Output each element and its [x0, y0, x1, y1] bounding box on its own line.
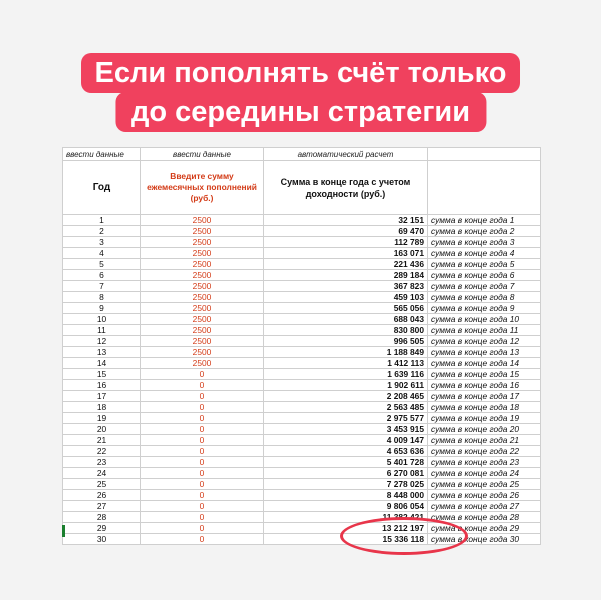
header-empty — [428, 161, 541, 215]
cell-deposit[interactable]: 0 — [141, 391, 264, 402]
cell-deposit[interactable]: 2500 — [141, 270, 264, 281]
cell-year[interactable]: 10 — [63, 314, 141, 325]
cell-year[interactable]: 21 — [63, 435, 141, 446]
table-row — [63, 281, 541, 292]
hint-row — [63, 148, 541, 161]
cell-deposit[interactable]: 2500 — [141, 281, 264, 292]
cell-deposit[interactable]: 2500 — [141, 336, 264, 347]
cell-sum[interactable]: 1 412 113 — [264, 358, 428, 369]
header-year: Год — [63, 161, 141, 215]
cell-year[interactable]: 7 — [63, 281, 141, 292]
cell-year[interactable]: 16 — [63, 380, 141, 391]
table-row — [63, 446, 541, 457]
table-row — [63, 457, 541, 468]
cell-year[interactable]: 12 — [63, 336, 141, 347]
cell-sum[interactable]: 2 563 485 — [264, 402, 428, 413]
cell-deposit[interactable]: 2500 — [141, 226, 264, 237]
cell-sum[interactable]: 4 009 147 — [264, 435, 428, 446]
selected-row-marker — [62, 525, 65, 537]
cell-deposit[interactable]: 0 — [141, 512, 264, 523]
cell-year[interactable]: 3 — [63, 237, 141, 248]
cell-deposit[interactable]: 0 — [141, 457, 264, 468]
cell-sum[interactable]: 2 975 577 — [264, 413, 428, 424]
hint-year: ввести данные — [63, 148, 141, 161]
cell-note[interactable]: сумма в конце года 25 — [428, 479, 541, 490]
cell-year[interactable]: 19 — [63, 413, 141, 424]
cell-note[interactable]: сумма в конце года 5 — [428, 259, 541, 270]
cell-sum[interactable]: 8 448 000 — [264, 490, 428, 501]
cell-sum[interactable]: 221 436 — [264, 259, 428, 270]
cell-note[interactable]: сумма в конце года 2 — [428, 226, 541, 237]
table-row — [63, 303, 541, 314]
table-row — [63, 347, 541, 358]
table-row — [63, 226, 541, 237]
savings-table — [62, 147, 541, 545]
cell-year[interactable]: 24 — [63, 468, 141, 479]
cell-year[interactable]: 1 — [63, 215, 141, 226]
cell-year[interactable]: 2 — [63, 226, 141, 237]
cell-sum[interactable]: 163 071 — [264, 248, 428, 259]
cell-sum[interactable]: 830 800 — [264, 325, 428, 336]
cell-deposit[interactable]: 2500 — [141, 303, 264, 314]
cell-sum[interactable]: 459 103 — [264, 292, 428, 303]
cell-year[interactable]: 18 — [63, 402, 141, 413]
cell-deposit[interactable]: 0 — [141, 413, 264, 424]
cell-year[interactable]: 26 — [63, 490, 141, 501]
cell-sum[interactable]: 1 902 611 — [264, 380, 428, 391]
cell-year[interactable]: 20 — [63, 424, 141, 435]
cell-deposit[interactable]: 0 — [141, 479, 264, 490]
cell-deposit[interactable]: 2500 — [141, 237, 264, 248]
cell-deposit[interactable]: 2500 — [141, 347, 264, 358]
cell-year[interactable]: 14 — [63, 358, 141, 369]
cell-deposit[interactable]: 2500 — [141, 248, 264, 259]
cell-note[interactable]: сумма в конце года 11 — [428, 325, 541, 336]
table-row — [63, 237, 541, 248]
cell-note[interactable]: сумма в конце года 7 — [428, 281, 541, 292]
cell-deposit[interactable]: 0 — [141, 402, 264, 413]
cell-note[interactable]: сумма в конце года 30 — [428, 534, 541, 545]
cell-year[interactable]: 28 — [63, 512, 141, 523]
table-row — [63, 358, 541, 369]
cell-year[interactable]: 27 — [63, 501, 141, 512]
cell-note[interactable]: сумма в конце года 18 — [428, 402, 541, 413]
hint-sum: автоматический расчет — [264, 148, 428, 161]
cell-year[interactable]: 30 — [63, 534, 141, 545]
cell-sum[interactable]: 4 653 636 — [264, 446, 428, 457]
table-row — [63, 292, 541, 303]
table-row — [63, 402, 541, 413]
table-row — [63, 490, 541, 501]
table-row — [63, 534, 541, 545]
banner-title-line-1: Если пополнять счёт только — [81, 53, 521, 93]
cell-deposit[interactable]: 2500 — [141, 325, 264, 336]
cell-sum[interactable]: 565 056 — [264, 303, 428, 314]
table-row — [63, 325, 541, 336]
cell-note[interactable]: сумма в конце года 9 — [428, 303, 541, 314]
cell-year[interactable]: 9 — [63, 303, 141, 314]
cell-sum[interactable]: 367 823 — [264, 281, 428, 292]
table-row — [63, 391, 541, 402]
cell-note[interactable]: сумма в конце года 10 — [428, 314, 541, 325]
cell-deposit[interactable]: 0 — [141, 468, 264, 479]
table-row — [63, 501, 541, 512]
table-row — [63, 512, 541, 523]
cell-sum[interactable]: 11 382 421 — [264, 512, 428, 523]
hint-deposit: ввести данные — [141, 148, 264, 161]
cell-year[interactable]: 29 — [63, 523, 141, 534]
table-row — [63, 248, 541, 259]
cell-year[interactable]: 11 — [63, 325, 141, 336]
hint-empty — [428, 148, 541, 161]
table-row — [63, 424, 541, 435]
table-row — [63, 380, 541, 391]
table-row — [63, 468, 541, 479]
cell-deposit[interactable]: 0 — [141, 424, 264, 435]
cell-deposit[interactable]: 2500 — [141, 292, 264, 303]
table-row — [63, 259, 541, 270]
cell-sum[interactable]: 32 151 — [264, 215, 428, 226]
table-row — [63, 479, 541, 490]
cell-deposit[interactable]: 0 — [141, 490, 264, 501]
cell-year[interactable]: 22 — [63, 446, 141, 457]
highlight-circle — [340, 517, 468, 555]
cell-note[interactable]: сумма в конце года 13 — [428, 347, 541, 358]
cell-sum[interactable]: 2 208 465 — [264, 391, 428, 402]
cell-note[interactable]: сумма в конце года 16 — [428, 380, 541, 391]
table-row — [63, 369, 541, 380]
cell-note[interactable]: сумма в конце года 17 — [428, 391, 541, 402]
cell-note[interactable]: сумма в конце года 6 — [428, 270, 541, 281]
cell-deposit[interactable]: 0 — [141, 380, 264, 391]
cell-sum[interactable]: 112 789 — [264, 237, 428, 248]
cell-sum[interactable]: 688 043 — [264, 314, 428, 325]
table-row — [63, 523, 541, 534]
cell-year[interactable]: 25 — [63, 479, 141, 490]
cell-deposit[interactable]: 2500 — [141, 358, 264, 369]
cell-sum[interactable]: 69 470 — [264, 226, 428, 237]
table-row — [63, 336, 541, 347]
banner-title-line-2: до середины стратегии — [115, 92, 486, 132]
cell-deposit[interactable]: 0 — [141, 523, 264, 534]
cell-note[interactable]: сумма в конце года 28 — [428, 512, 541, 523]
header-deposit: Введите сумму ежемесячных пополнений (руб.) — [141, 161, 264, 215]
cell-note[interactable]: сумма в конце года 29 — [428, 523, 541, 534]
cell-year[interactable]: 8 — [63, 292, 141, 303]
cell-sum[interactable]: 1 188 849 — [264, 347, 428, 358]
cell-deposit[interactable]: 0 — [141, 446, 264, 457]
cell-note[interactable]: сумма в конце года 14 — [428, 358, 541, 369]
table-row — [63, 270, 541, 281]
cell-note[interactable]: сумма в конце года 26 — [428, 490, 541, 501]
cell-note[interactable]: сумма в конце года 3 — [428, 237, 541, 248]
table-row — [63, 413, 541, 424]
cell-sum[interactable]: 6 270 081 — [264, 468, 428, 479]
cell-sum[interactable]: 9 806 054 — [264, 501, 428, 512]
cell-year[interactable]: 6 — [63, 270, 141, 281]
cell-sum[interactable]: 5 401 728 — [264, 457, 428, 468]
cell-deposit[interactable]: 2500 — [141, 215, 264, 226]
cell-note[interactable]: сумма в конце года 8 — [428, 292, 541, 303]
cell-deposit[interactable]: 0 — [141, 435, 264, 446]
cell-sum[interactable]: 3 453 915 — [264, 424, 428, 435]
cell-note[interactable]: сумма в конце года 23 — [428, 457, 541, 468]
cell-deposit[interactable]: 2500 — [141, 259, 264, 270]
table-row — [63, 435, 541, 446]
cell-sum[interactable]: 13 212 197 — [264, 523, 428, 534]
cell-deposit[interactable]: 2500 — [141, 314, 264, 325]
cell-note[interactable]: сумма в конце года 4 — [428, 248, 541, 259]
cell-year[interactable]: 5 — [63, 259, 141, 270]
header-row — [63, 161, 541, 215]
cell-year[interactable]: 15 — [63, 369, 141, 380]
cell-note[interactable]: сумма в конце года 21 — [428, 435, 541, 446]
table-row — [63, 215, 541, 226]
cell-year[interactable]: 4 — [63, 248, 141, 259]
table-row — [63, 314, 541, 325]
cell-note[interactable]: сумма в конце года 27 — [428, 501, 541, 512]
cell-note[interactable]: сумма в конце года 15 — [428, 369, 541, 380]
cell-sum[interactable]: 996 505 — [264, 336, 428, 347]
cell-deposit[interactable]: 0 — [141, 369, 264, 380]
cell-note[interactable]: сумма в конце года 1 — [428, 215, 541, 226]
cell-note[interactable]: сумма в конце года 19 — [428, 413, 541, 424]
cell-note[interactable]: сумма в конце года 20 — [428, 424, 541, 435]
cell-deposit[interactable]: 0 — [141, 534, 264, 545]
cell-deposit[interactable]: 0 — [141, 501, 264, 512]
cell-note[interactable]: сумма в конце года 12 — [428, 336, 541, 347]
cell-sum[interactable]: 7 278 025 — [264, 479, 428, 490]
cell-year[interactable]: 23 — [63, 457, 141, 468]
cell-note[interactable]: сумма в конце года 24 — [428, 468, 541, 479]
header-sum: Сумма в конце года с учетом доходности (руб.) — [264, 161, 428, 215]
cell-note[interactable]: сумма в конце года 22 — [428, 446, 541, 457]
cell-sum[interactable]: 1 639 116 — [264, 369, 428, 380]
cell-sum[interactable]: 289 184 — [264, 270, 428, 281]
cell-year[interactable]: 13 — [63, 347, 141, 358]
cell-year[interactable]: 17 — [63, 391, 141, 402]
cell-sum[interactable]: 15 336 118 — [264, 534, 428, 545]
